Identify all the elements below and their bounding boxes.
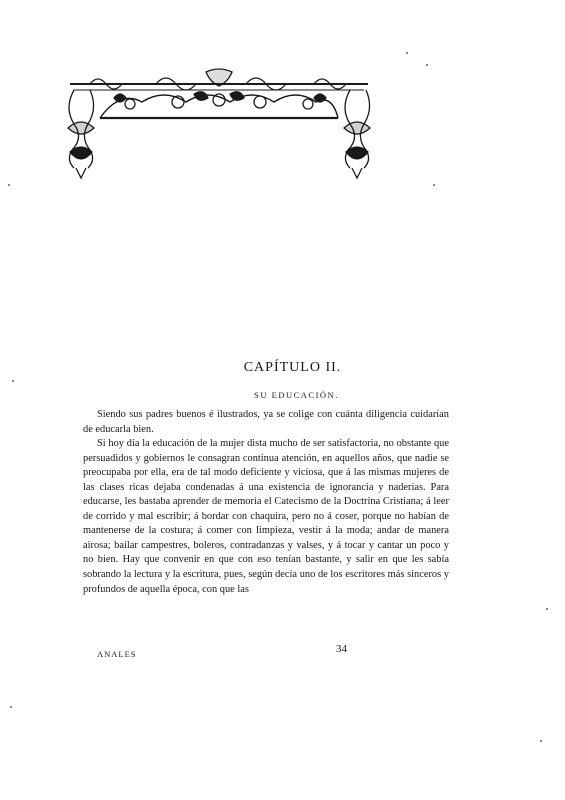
ornament-headpiece — [60, 68, 378, 180]
running-head: ANALES — [97, 649, 137, 659]
body-text — [83, 408, 449, 597]
scan-speck — [10, 706, 12, 708]
scan-speck — [540, 740, 542, 742]
paragraph-2: Si hoy día la educación de la mujer dista mucho de ser satisfactoria, no obstante que persuadidos y gobiernos le consagran continua atención, en aquellos años, que nadie se preocupaba por ella, era de tal modo deficiente y viciosa, que á las mismas mujeres de las clases ricas dejaba condenadas á una existencia de ignorancia y naderías. Para educarse, les bastaba aprender de memoria el Catecismo de la Doctrina Cristiana; á leer de corrido y mal escribir; á bordar con chaquira, pero no á coser, porque no habían de mantenerse de la costura; á comer con limpieza, vestir á la moda; andar de manera airosa; bailar campestres, boleros, contradanzas y valses, y á tocar y cantar un poco y no bien. Hay que convenir en que con eso tenían bastante, y salir en que les sabía sobrando la lectura y la escritura, pues, según decía uno de los escritores más sinceros y profundos de aquella época, con que las — [83, 438, 449, 595]
page-number: 34 — [336, 643, 347, 655]
section-title: SU EDUCACIÓN. — [254, 390, 339, 400]
chapter-title: CAPÍTULO II. — [243, 360, 342, 375]
scan-speck — [8, 184, 10, 186]
scan-speck — [546, 608, 548, 610]
scan-speck — [433, 184, 435, 186]
paragraph-1: Siendo sus padres buenos é ilustrados, ya se colige con cuánta diligencia cuidarían de educarla bien. — [83, 409, 449, 435]
scan-speck — [406, 52, 408, 54]
scan-speck — [426, 64, 428, 66]
scan-speck — [12, 380, 14, 382]
